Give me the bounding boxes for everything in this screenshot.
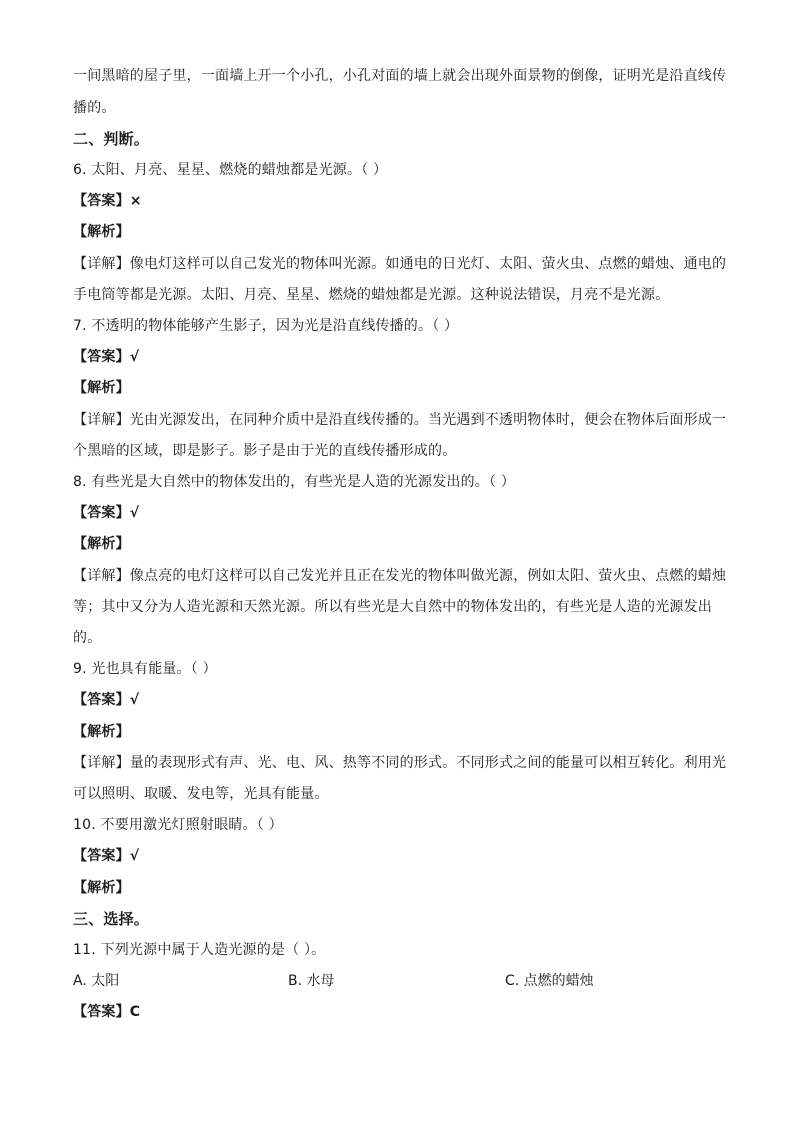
q6-analysis: 【解析】 — [73, 224, 130, 240]
q9-detail-2: 可以照明、取暖、发电等，光具有能量。 — [73, 786, 329, 802]
q11-question: 11. 下列光源中属于人造光源的是（ ）。 — [73, 942, 326, 958]
q11-answer: 【答案】C — [73, 1004, 141, 1020]
q6-detail-1: 【详解】像电灯这样可以自己发光的物体叫光源。如通电的日光灯、太阳、萤火虫、点燃的蜡烛、通电的 — [73, 256, 727, 272]
q9-detail-1: 【详解】量的表现形式有声、光、电、风、热等不同的形式。不同形式之间的能量可以相互转化。利用光 — [73, 755, 727, 771]
q6-detail-2: 手电筒等都是光源。太阳、月亮、星星、燃烧的蜡烛都是光源。这种说法错误，月亮不是光源。 — [73, 287, 670, 303]
q10-question: 10. 不要用激光灯照射眼睛。（ ） — [73, 817, 283, 833]
q11-option-a: A. 太阳 — [73, 973, 120, 989]
q8-question: 8. 有些光是大自然中的物体发出的，有些光是人造的光源发出的。（ ） — [73, 474, 516, 490]
q10-analysis: 【解析】 — [73, 880, 130, 896]
q8-analysis: 【解析】 — [73, 536, 130, 552]
q9-question: 9. 光也具有能量。（ ） — [73, 661, 217, 677]
q9-answer: 【答案】√ — [73, 692, 140, 708]
q8-answer: 【答案】√ — [73, 505, 140, 521]
q8-detail-3: 的。 — [73, 630, 102, 646]
q6-answer: 【答案】× — [73, 193, 142, 209]
intro-line-2: 播的。 — [73, 100, 116, 116]
q11-option-c: C. 点燃的蜡烛 — [505, 973, 594, 989]
q10-answer: 【答案】√ — [73, 848, 140, 864]
section-2-title: 二、判断。 — [73, 130, 150, 148]
q7-question: 7. 不透明的物体能够产生影子，因为光是沿直线传播的。（ ） — [73, 318, 459, 334]
q7-analysis: 【解析】 — [73, 380, 130, 396]
q6-question: 6. 太阳、月亮、星星、燃烧的蜡烛都是光源。（ ） — [73, 162, 388, 178]
q7-answer: 【答案】√ — [73, 349, 140, 365]
q11-option-b: B. 水母 — [288, 973, 335, 989]
q7-detail-2: 个黑暗的区域，即是影子。影子是由于光的直线传播形成的。 — [73, 443, 457, 459]
intro-line-1: 一间黑暗的屋子里，一面墙上开一个小孔，小孔对面的墙上就会出现外面景物的倒像，证明光是沿直线传 — [73, 68, 727, 84]
q7-detail-1: 【详解】光由光源发出，在同种介质中是沿直线传播的。当光遇到不透明物体时，便会在物体后面形成一 — [73, 412, 727, 428]
q8-detail-1: 【详解】像点亮的电灯这样可以自己发光并且正在发光的物体叫做光源，例如太阳、萤火虫、点燃的蜡烛 — [73, 568, 727, 584]
q9-analysis: 【解析】 — [73, 724, 130, 740]
section-3-title: 三、选择。 — [73, 910, 150, 928]
q8-detail-2: 等；其中又分为人造光源和天然光源。所以有些光是大自然中的物体发出的，有些光是人造的光源发出 — [73, 599, 712, 615]
